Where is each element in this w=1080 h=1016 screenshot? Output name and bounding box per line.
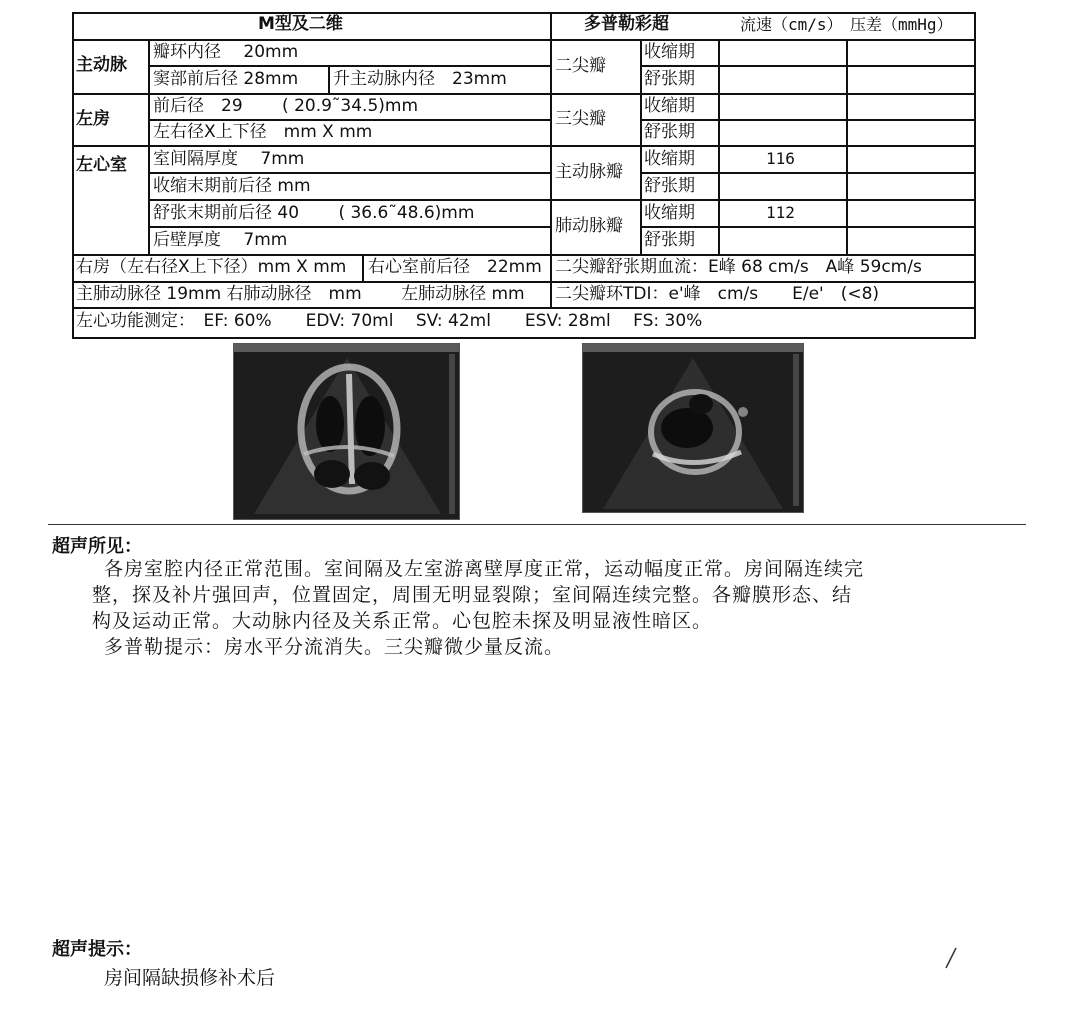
aorta-sinus: 窦部前后径 28mm (153, 69, 299, 89)
left-atrium-lr: 左右径X上下径 mm X mm (153, 122, 373, 142)
valve-aortic-sys-velocity: 116 (766, 149, 795, 168)
conclusion-title: 超声提示： (52, 939, 142, 960)
lv-septum: 室间隔厚度 7mm (153, 149, 305, 169)
left-atrium-label: 左房 (76, 109, 110, 129)
valve-aortic-name: 主动脉瓣 (555, 162, 623, 182)
pen-mark (940, 944, 960, 974)
valve-pulmonary-diastolic: 舒张期 (644, 230, 695, 250)
valve-pulmonary-systolic: 收缩期 (644, 203, 695, 223)
valve-mitral-name: 二尖瓣 (555, 56, 606, 76)
lv-function: 左心功能测定： EF: 60% EDV: 70ml SV: 42ml ESV: 28ml FS: 30% (76, 311, 703, 331)
ultrasound-image-four-chamber (233, 343, 460, 520)
left-ventricle-label: 左心室 (76, 155, 127, 175)
section-divider (48, 524, 1026, 525)
valve-mitral-diastolic: 舒张期 (644, 69, 695, 89)
ultrasound-image-parasternal (582, 343, 804, 513)
valve-pulmonary-name: 肺动脉瓣 (555, 216, 623, 236)
valve-mitral-systolic: 收缩期 (644, 42, 695, 62)
lv-esd: 收缩末期前后径 mm (153, 176, 311, 196)
findings-line-4: 多普勒提示：房水平分流消失。三尖瓣微少量反流。 (104, 636, 565, 658)
aorta-annulus: 瓣环内径 20mm (153, 42, 299, 62)
header-doppler: 多普勒彩超 (584, 14, 669, 34)
right-ventricle: 右心室前后径 22mm (368, 257, 542, 277)
aorta-label: 主动脉 (76, 55, 127, 75)
aorta-ascending: 升主动脉内径 23mm (333, 69, 507, 89)
header-velocity: 流速（cm/s） (740, 15, 843, 34)
valve-pulmonary-sys-velocity: 112 (766, 203, 795, 222)
findings-line-1: 各房室腔内径正常范围。室间隔及左室游离壁厚度正常，运动幅度正常。房间隔连续完 (104, 558, 865, 580)
conclusion-text: 房间隔缺损修补术后 (104, 967, 276, 989)
pulmonary-artery: 主肺动脉径 19mm 右肺动脉径 mm 左肺动脉径 mm (76, 284, 525, 304)
mitral-diastolic-flow: 二尖瓣舒张期血流：E峰 68 cm/s A峰 59cm/s (555, 257, 922, 277)
left-atrium-ap: 前后径 29 ( 20.9˜34.5)mm (153, 96, 419, 116)
valve-aortic-systolic: 收缩期 (644, 149, 695, 169)
findings-title: 超声所见： (52, 536, 142, 557)
header-pressure: 压差（mmHg） (850, 15, 953, 34)
valve-tricuspid-systolic: 收缩期 (644, 96, 695, 116)
findings-line-2: 整，探及补片强回声，位置固定，周围无明显裂隙；室间隔连续完整。各瓣膜形态、结 (92, 584, 853, 606)
valve-tricuspid-name: 三尖瓣 (555, 109, 606, 129)
header-m-mode: M型及二维 (258, 14, 343, 34)
right-atrium: 右房（左右径X上下径）mm X mm (76, 257, 347, 277)
findings-line-3: 构及运动正常。大动脉内径及关系正常。心包腔未探及明显液性暗区。 (92, 610, 713, 632)
lv-edd: 舒张末期前后径 40 ( 36.6˜48.6)mm (153, 203, 475, 223)
valve-aortic-diastolic: 舒张期 (644, 176, 695, 196)
valve-tricuspid-diastolic: 舒张期 (644, 122, 695, 142)
lv-posterior: 后壁厚度 7mm (153, 230, 288, 250)
mitral-annulus-tdi: 二尖瓣环TDI：e'峰 cm/s E/e' (<8) (555, 284, 880, 304)
